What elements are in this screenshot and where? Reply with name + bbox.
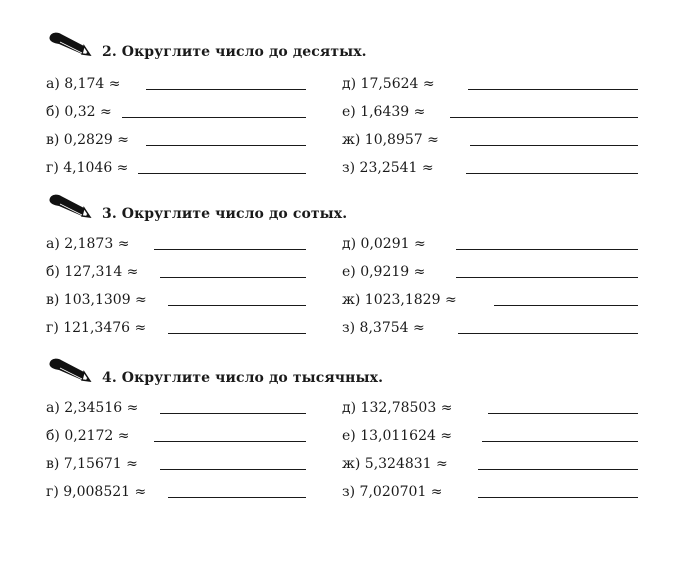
answer-line[interactable] xyxy=(482,441,638,442)
task-label: е) 1,6439 ≈ xyxy=(342,104,426,120)
answer-line[interactable] xyxy=(168,497,306,498)
answer-line[interactable] xyxy=(478,469,638,470)
list-item xyxy=(46,454,646,474)
exercise-title: 3. Округлите число до сотых. xyxy=(102,206,348,222)
answer-line[interactable] xyxy=(146,145,306,146)
task-label: е) 13,011624 ≈ xyxy=(342,428,453,444)
exercise-title: 4. Округлите число до тысячных. xyxy=(102,370,384,386)
task-label: в) 0,2829 ≈ xyxy=(46,132,129,148)
task-label: ж) 1023,1829 ≈ xyxy=(342,292,457,308)
answer-line[interactable] xyxy=(138,173,306,174)
task-label: е) 0,9219 ≈ xyxy=(342,264,426,280)
exercise-2-header xyxy=(46,30,646,60)
task-label: з) 8,3754 ≈ xyxy=(342,320,425,336)
answer-line[interactable] xyxy=(160,277,306,278)
list-item xyxy=(46,234,646,254)
pencil-icon xyxy=(46,30,92,60)
task-label: ж) 5,324831 ≈ xyxy=(342,456,448,472)
answer-line[interactable] xyxy=(160,469,306,470)
task-label: а) 8,174 ≈ xyxy=(46,76,121,92)
task-label: а) 2,1873 ≈ xyxy=(46,236,130,252)
task-label: д) 17,5624 ≈ xyxy=(342,76,435,92)
task-label: а) 2,34516 ≈ xyxy=(46,400,139,416)
answer-line[interactable] xyxy=(488,413,638,414)
list-item xyxy=(46,74,646,94)
task-label: ж) 10,8957 ≈ xyxy=(342,132,439,148)
answer-line[interactable] xyxy=(168,305,306,306)
answer-line[interactable] xyxy=(478,497,638,498)
answer-line[interactable] xyxy=(466,173,638,174)
list-item xyxy=(46,158,646,178)
task-label: в) 7,15671 ≈ xyxy=(46,456,138,472)
list-item xyxy=(46,290,646,310)
list-item xyxy=(46,398,646,418)
answer-line[interactable] xyxy=(154,441,306,442)
answer-line[interactable] xyxy=(160,413,306,414)
task-label: г) 121,3476 ≈ xyxy=(46,320,147,336)
answer-line[interactable] xyxy=(468,89,638,90)
task-label: б) 0,2172 ≈ xyxy=(46,428,130,444)
task-label: г) 4,1046 ≈ xyxy=(46,160,129,176)
answer-line[interactable] xyxy=(450,117,638,118)
exercise-4-header xyxy=(46,356,646,386)
answer-line[interactable] xyxy=(470,145,638,146)
task-label: з) 23,2541 ≈ xyxy=(342,160,434,176)
exercise-3-header xyxy=(46,192,646,222)
answer-line[interactable] xyxy=(458,333,638,334)
pencil-icon xyxy=(46,356,92,386)
pencil-icon xyxy=(46,192,92,222)
list-item xyxy=(46,318,646,338)
answer-line[interactable] xyxy=(456,277,638,278)
list-item xyxy=(46,426,646,446)
answer-line[interactable] xyxy=(154,249,306,250)
list-item xyxy=(46,130,646,150)
list-item xyxy=(46,262,646,282)
answer-line[interactable] xyxy=(494,305,638,306)
task-label: д) 132,78503 ≈ xyxy=(342,400,453,416)
answer-line[interactable] xyxy=(168,333,306,334)
answer-line[interactable] xyxy=(146,89,306,90)
answer-line[interactable] xyxy=(456,249,638,250)
exercise-title: 2. Округлите число до десятых. xyxy=(102,44,367,60)
task-label: б) 127,314 ≈ xyxy=(46,264,139,280)
task-label: з) 7,020701 ≈ xyxy=(342,484,443,500)
task-label: д) 0,0291 ≈ xyxy=(342,236,426,252)
task-label: г) 9,008521 ≈ xyxy=(46,484,147,500)
list-item xyxy=(46,482,646,502)
task-label: б) 0,32 ≈ xyxy=(46,104,112,120)
answer-line[interactable] xyxy=(122,117,306,118)
task-label: в) 103,1309 ≈ xyxy=(46,292,147,308)
list-item xyxy=(46,102,646,122)
